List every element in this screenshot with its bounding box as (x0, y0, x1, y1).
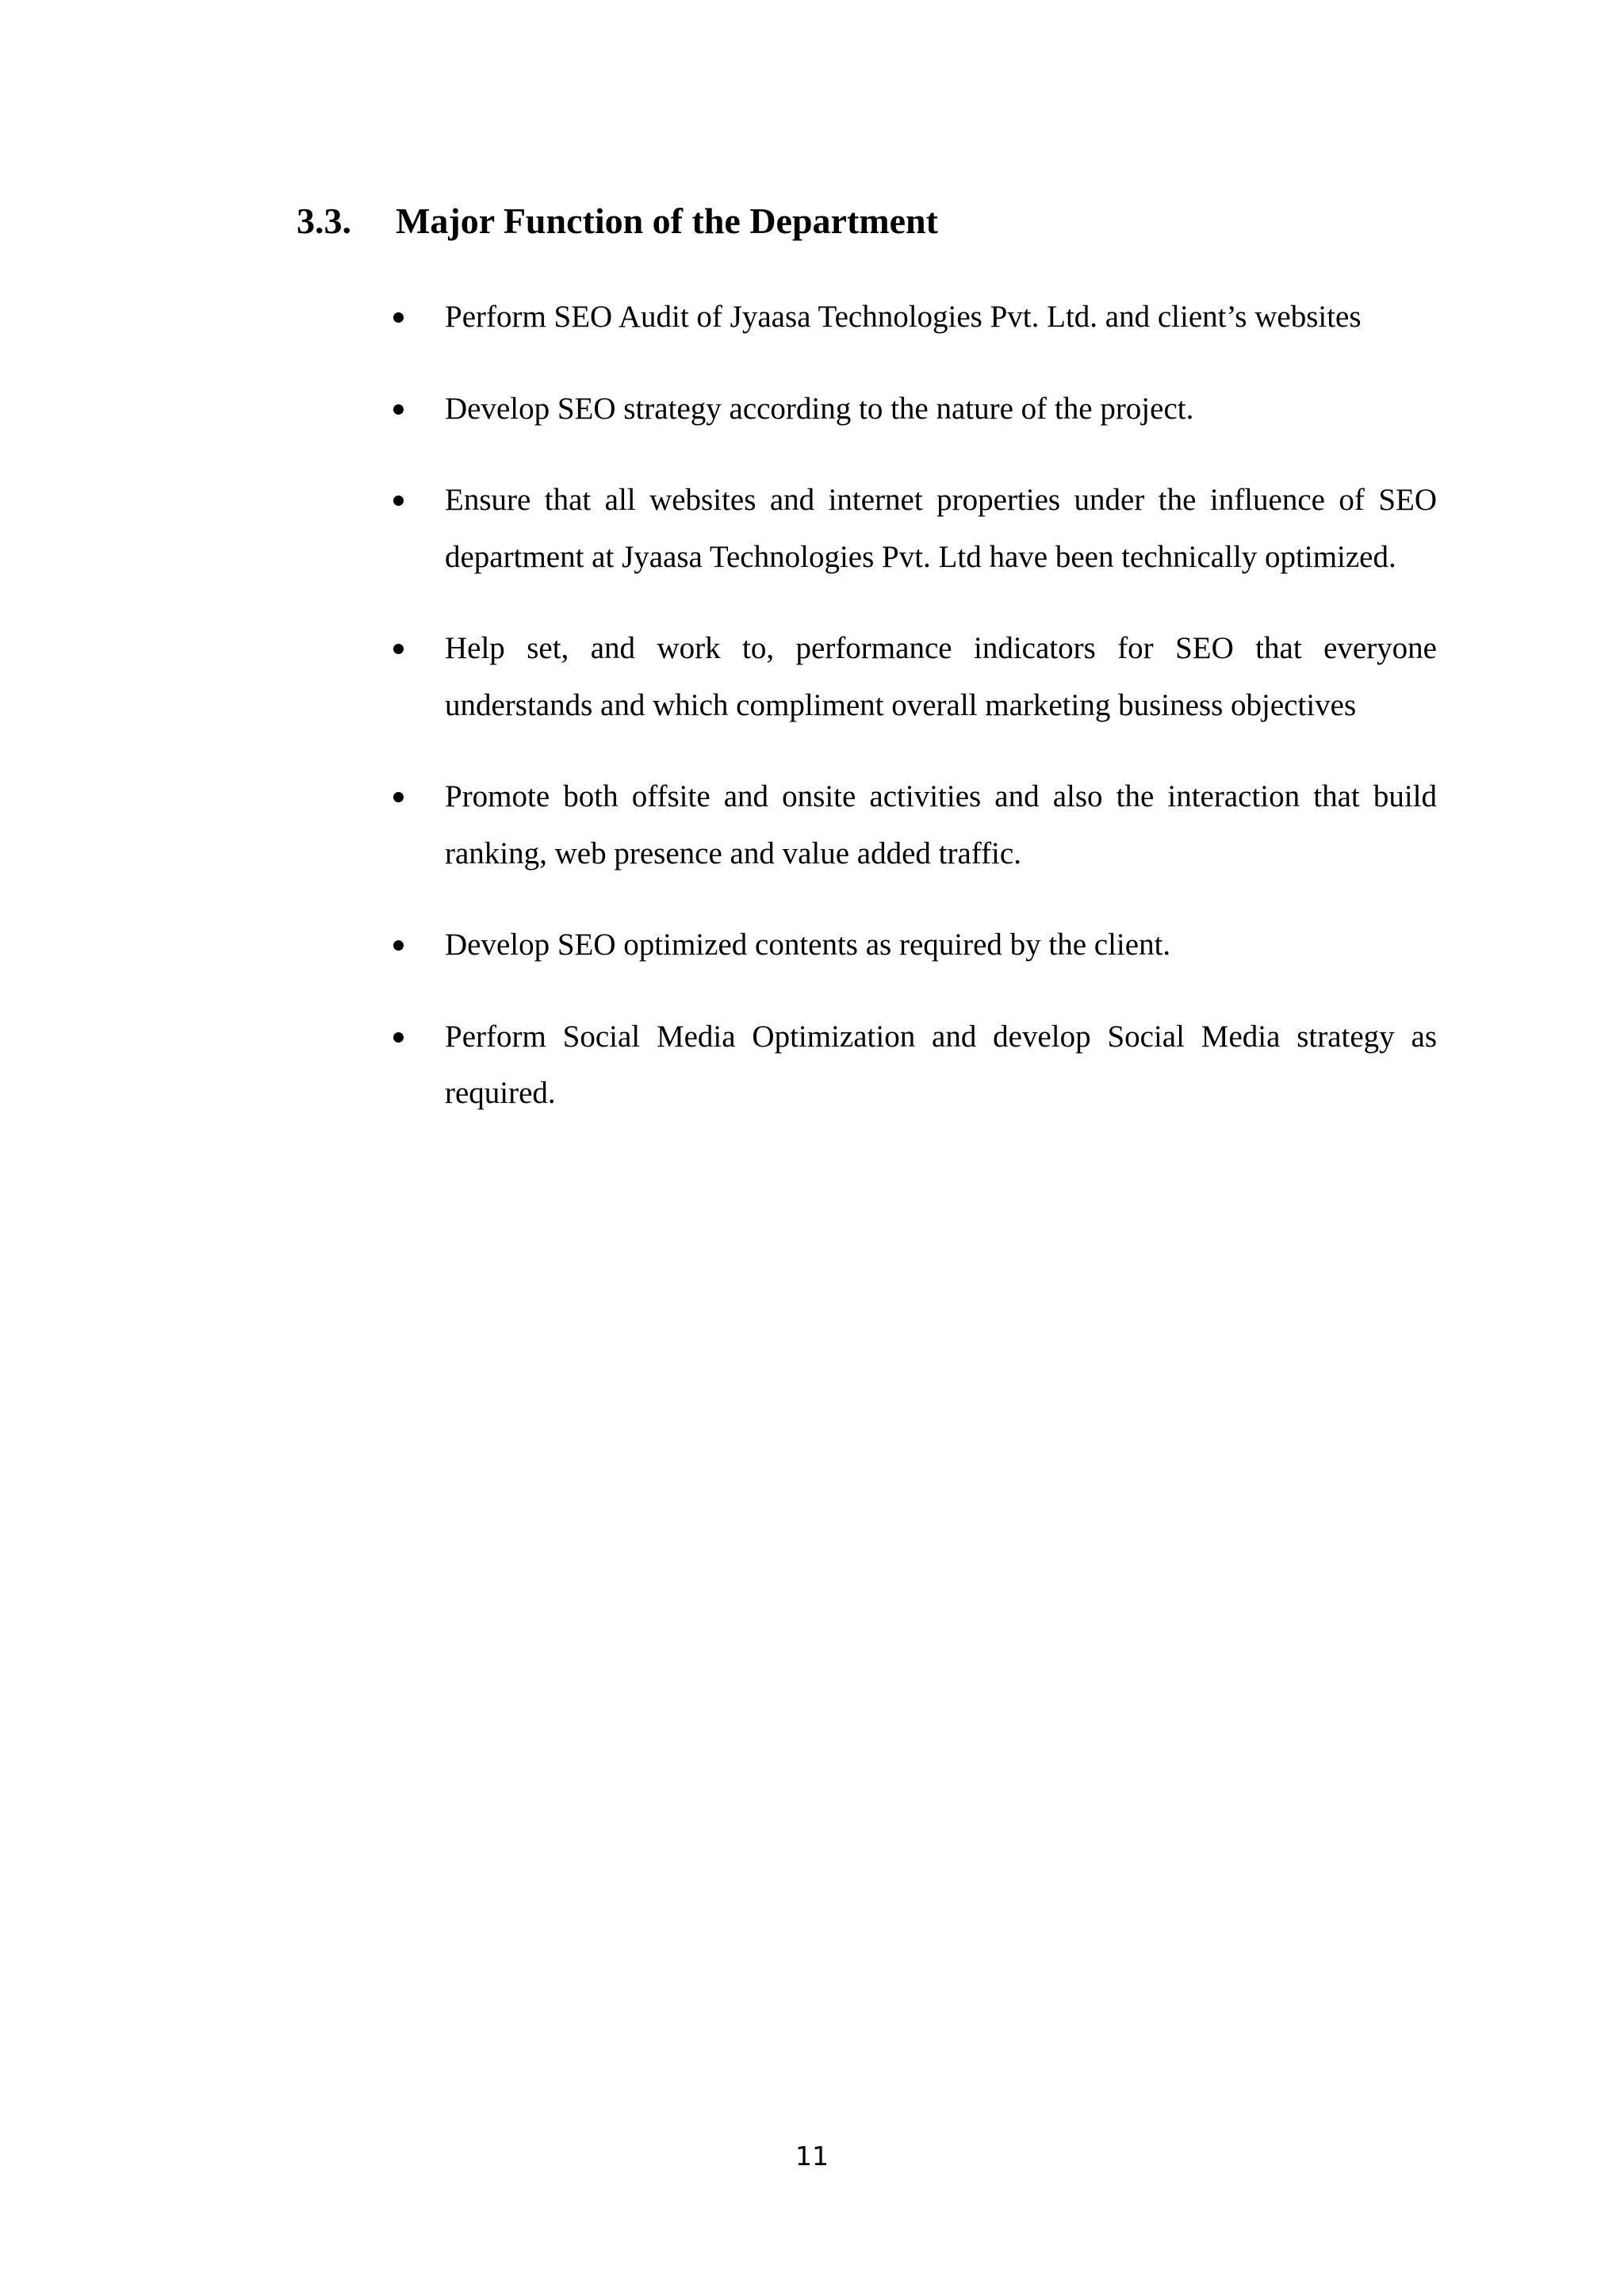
list-item (389, 768, 1437, 882)
list-item (389, 1008, 1437, 1122)
section-number: 3.3. (297, 201, 351, 241)
section-title: Major Function of the Department (396, 201, 938, 241)
list-item (389, 620, 1437, 733)
list-item (389, 916, 1437, 974)
bullet-icon (393, 644, 404, 654)
page-number: 11 (795, 2141, 829, 2172)
bullet-icon (393, 312, 404, 323)
list-item-text: Perform Social Media Optimization and develop Social Media strategy as required. (445, 1019, 1437, 1110)
bullet-icon (393, 1032, 404, 1043)
function-list (389, 289, 1437, 1157)
list-item (389, 289, 1437, 346)
bullet-icon (393, 940, 404, 951)
list-item (389, 381, 1437, 438)
list-item-text: Develop SEO optimized contents as required by the client. (445, 928, 1171, 962)
list-item-text: Perform SEO Audit of Jyaasa Technologies Pvt. Ltd. and client’s websites (445, 300, 1362, 334)
list-item (389, 472, 1437, 585)
list-item-text: Promote both offsite and onsite activities and also the interaction that build ranking, web presence and value added traffic. (445, 779, 1437, 871)
bullet-icon (393, 404, 404, 415)
section-heading (297, 193, 938, 249)
bullet-icon (393, 792, 404, 802)
list-item-text: Develop SEO strategy according to the nature of the project. (445, 391, 1194, 426)
list-item-text: Ensure that all websites and internet properties under the influence of SEO department at Jyaasa Technologies Pvt. Ltd have been technically optimized. (445, 483, 1437, 574)
list-item-text: Help set, and work to, performance indicators for SEO that everyone understands and which compliment overall marketing business objectives (445, 631, 1437, 722)
bullet-icon (393, 496, 404, 506)
